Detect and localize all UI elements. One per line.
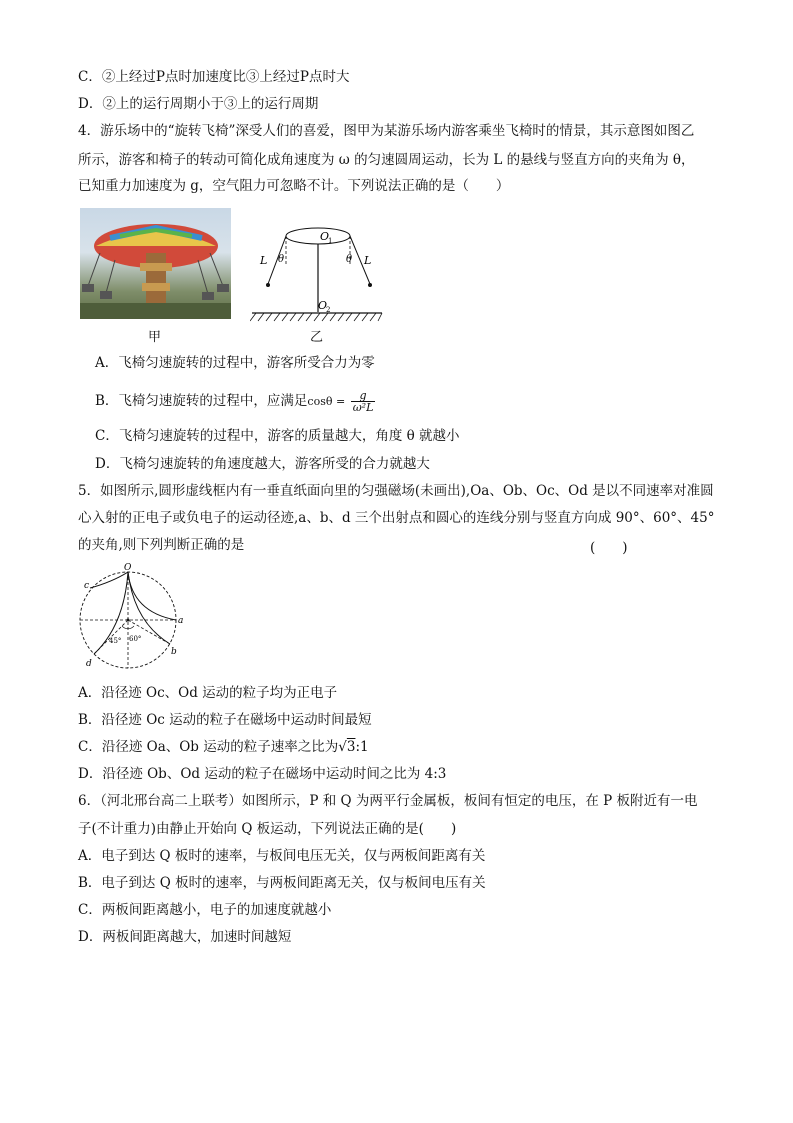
figure-a-label: 甲 — [148, 330, 162, 345]
label-l-right: L — [364, 254, 372, 267]
q5-stem-line1: 5．如图所示,圆形虚线框内有一垂直纸面向里的匀强磁场(未画出),Oa、Ob、Oc、Od 是以不同速率对准圆 — [78, 483, 714, 499]
q6-stem-line1: 6．（河北邢台高二上联考）如图所示，P 和 Q 为两平行金属板，板间有恒定的电压，在 P 板附近有一电 — [78, 793, 698, 809]
label-angle-60: 60° — [129, 635, 142, 643]
flying-chair-diagram — [250, 222, 385, 324]
q6-option-c: C．两板间距离越小，电子的加速度就越小 — [78, 902, 332, 918]
q6-option-a: A．电子到达 Q 板时的速率，与板间电压无关，仅与两板间距离有关 — [78, 848, 486, 864]
q6-option-d: D．两板间距离越大，加速时间越短 — [78, 929, 292, 945]
label-angle-45: 45° — [109, 637, 122, 645]
label-theta-left: θ — [278, 254, 285, 265]
figure-b-label: 乙 — [310, 330, 324, 345]
sqrt-radicand: 3 — [346, 739, 356, 755]
q4-option-d: D．飞椅匀速旋转的角速度越大，游客所受的合力就越大 — [95, 456, 430, 472]
q6-stem-line2: 子(不计重力)由静止开始向 Q 板运动，下列说法正确的是( ) — [78, 821, 457, 837]
q5-answer-paren: ( ) — [590, 540, 628, 556]
q4-option-b-expr: cosθ = — [307, 395, 349, 408]
flying-chair-photo — [80, 208, 231, 319]
q5-option-c — [78, 738, 369, 756]
q4-option-c: C．飞椅匀速旋转的过程中，游客的质量越大，角度 θ 就越小 — [95, 428, 460, 444]
label-o1: O — [320, 230, 330, 243]
label-c: c — [84, 581, 90, 591]
q5-stem-line3: 的夹角,则下列判断正确的是 — [78, 537, 245, 553]
q4-stem-line3: 已知重力加速度为 g，空气阻力可忽略不计。下列说法正确的是（ ） — [78, 178, 510, 194]
q6-option-b: B．电子到达 Q 板时的速率，与两板间距离无关，仅与板间电压有关 — [78, 875, 486, 891]
q5-option-c-text: C．沿径迹 Oa、Ob 运动的粒子速率之比为 — [78, 739, 339, 755]
q3-option-c: C．②上经过P点时加速度比③上经过P点时大 — [78, 69, 350, 85]
label-o1-sub: 1 — [328, 237, 333, 245]
q4-option-a: A．飞椅匀速旋转的过程中，游客所受合力为零 — [95, 355, 375, 371]
fraction-numerator: g — [351, 390, 376, 402]
label-b: b — [171, 647, 177, 657]
label-a: a — [178, 616, 184, 626]
q5-option-d: D．沿径迹 Ob、Od 运动的粒子在磁场中运动时间之比为 4:3 — [78, 766, 447, 782]
q5-option-c-ratio: :1 — [355, 739, 369, 755]
q5-stem-line2: 心入射的正电子或负电子的运动径迹,a、b、d 三个出射点和圆心的连线分别与竖直方向成 90°、60°、45° — [78, 510, 715, 526]
label-o: O — [124, 563, 132, 573]
sqrt-symbol: √ — [338, 739, 347, 755]
q4-stem-line2: 所示，游客和椅子的转动可简化成角速度为 ω 的匀速圆周运动，长为 L 的悬线与竖直方向的夹角为 θ， — [78, 152, 695, 168]
label-d: d — [86, 659, 92, 669]
q4-option-b-text: B．飞椅匀速旋转的过程中，应满足 — [95, 393, 308, 409]
label-theta-right: θ — [346, 254, 353, 265]
q5-option-a: A．沿径迹 Oc、Od 运动的粒子均为正电子 — [78, 685, 338, 701]
label-o2: O — [318, 299, 328, 312]
label-o2-sub: 2 — [326, 306, 331, 314]
label-l-left: L — [260, 254, 268, 267]
q4-option-b-fraction — [351, 390, 376, 413]
q3-option-d: D．②上的运行周期小于③上的运行周期 — [78, 96, 319, 112]
q4-stem-line1: 4．游乐场中的“旋转飞椅”深受人们的喜爱，图甲为某游乐场内游客乘坐飞椅时的情景，其示意图如图乙 — [78, 123, 695, 139]
q4-option-b — [95, 390, 375, 413]
fraction-denominator: ω²L — [352, 401, 374, 414]
magnetic-field-diagram — [76, 562, 188, 672]
q5-option-b: B．沿径迹 Oc 运动的粒子在磁场中运动时间最短 — [78, 712, 372, 728]
